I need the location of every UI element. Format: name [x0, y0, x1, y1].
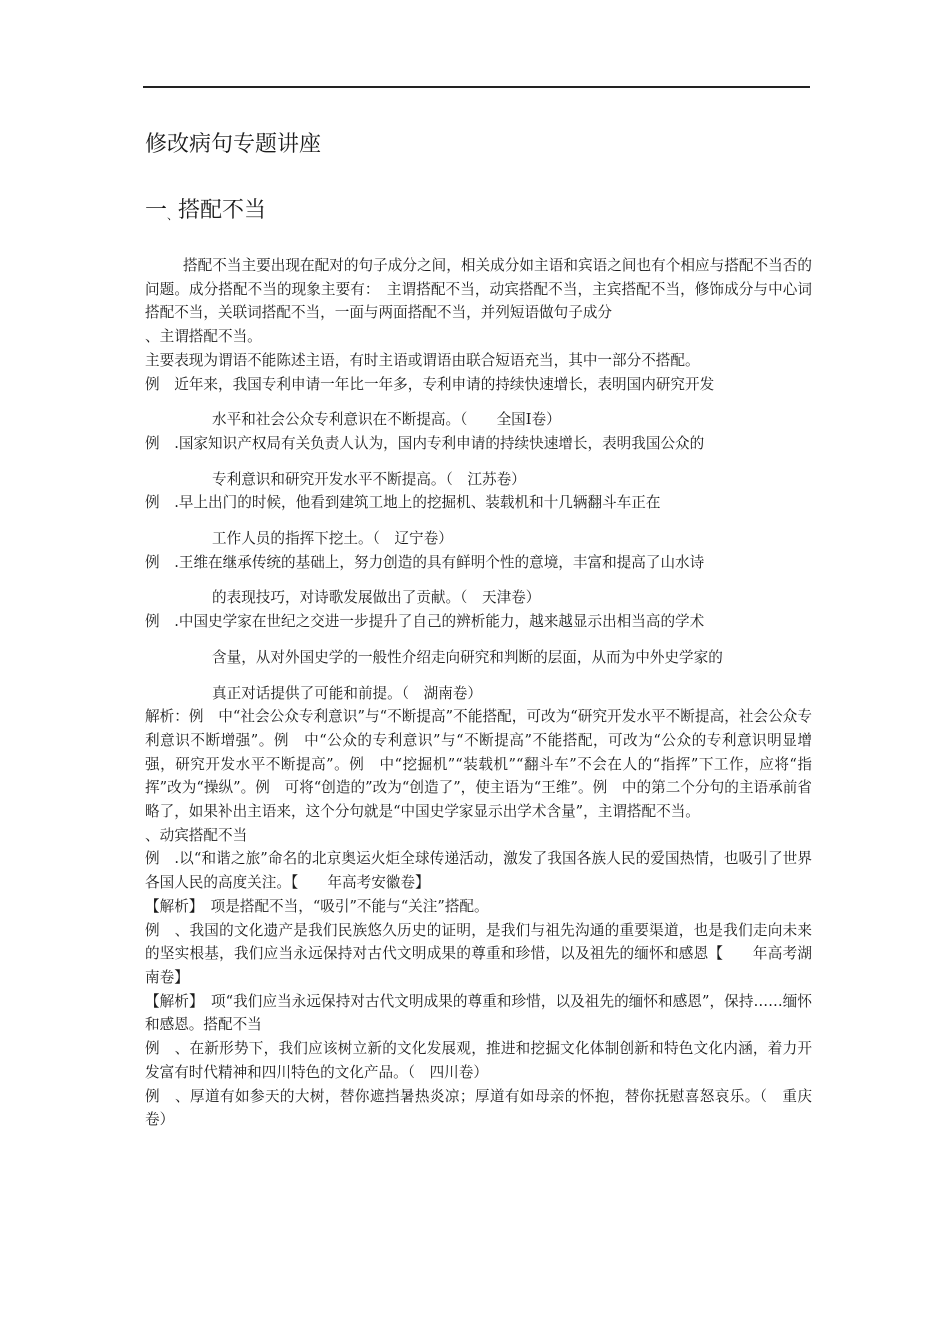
example-paragraph: 例 、厚道有如参天的大树，替你遮挡暑热炎凉；厚道有如母亲的怀抱，替你抚慰喜怒哀乐。（ 重庆卷）	[145, 1087, 812, 1129]
section-label: 搭配不当	[178, 198, 267, 223]
example-line: 例 .早上出门的时候，他看到建筑工地上的挖掘机、装载机和十几辆翻斗车正在	[145, 494, 661, 512]
header-rule	[143, 86, 810, 88]
example-item	[145, 491, 812, 550]
example-continuation: 专利意识和研究开发水平不断提高。（ 江苏卷）	[212, 470, 526, 488]
example-line: 例 近年来，我国专利申请一年比一年多，专利申请的持续快速增长，表明国内研究开发	[145, 375, 715, 393]
subheading-verb-object: 、动宾搭配不当	[145, 826, 248, 844]
example-continuation: 含量，从对外国史学的一般性介绍走向研究和判断的层面，从而为中外史学家的	[212, 648, 723, 666]
example-item	[145, 551, 812, 610]
example-line: 例 .国家知识产权局有关负责人认为，国内专利申请的持续快速增长，表明我国公众的	[145, 434, 705, 452]
example-continuation: 工作人员的指挥下挖土。（ 辽宁卷）	[212, 530, 453, 548]
analysis-paragraph: 【解析】 项“我们应当永远保持对古代文明成果的尊重和珍惜，以及祖先的缅怀和感恩”，保持……缅怀和感恩。搭配不当	[145, 992, 812, 1034]
section-mark: 、	[167, 209, 179, 222]
example-continuation: 水平和社会公众专利意识在不断提高。（ 全国Ⅰ卷）	[212, 411, 561, 429]
example-item	[145, 373, 812, 432]
example-line: 例 .中国史学家在世纪之交进一步提升了自己的辨析能力，越来越显示出相当高的学术	[145, 613, 705, 631]
document-title: 修改病句专题讲座	[145, 132, 322, 157]
subheading-subject-predicate: 、主谓搭配不当。	[145, 328, 262, 346]
example-line: 例 .王维在继承传统的基础上，努力创造的具有鲜明个性的意境，丰富和提高了山水诗	[145, 553, 705, 571]
section-number: 一	[145, 198, 168, 223]
example-continuation: 的表现技巧，对诗歌发展做出了贡献。（ 天津卷）	[212, 589, 541, 607]
subheading-description: 主要表现为谓语不能陈述主语，有时主语或谓语由联合短语充当，其中一部分不搭配。	[145, 351, 700, 369]
analysis-paragraph: 解析：例 中“社会公众专利意识”与“不断提高”不能搭配，可改为“研究开发水平不断提高，社会公众专利意识不断增强”。例 中“公众的专利意识”与“不断提高”不能搭配，可改为“公众的专利意识明显增强，研究开发水平不断提高”。例 中“挖掘机”“装载机”“翻斗车”不会在人的“指挥”下工作，应将“指挥”改为“操纵”。例 可将“创造的”改为“创造了”，使主语为“王维”。例 中的第二个分句的主语承前省略了，如果补出主语来，这个分句就是“中国史学家显示出学术含量”，主谓搭配不当。	[145, 708, 812, 821]
intro-paragraph: 搭配不当主要出现在配对的句子成分之间，相关成分如主语和宾语之间也有个相应与搭配不当否的问题。成分搭配不当的现象主要有： 主谓搭配不当，动宾搭配不当，主宾搭配不当，修饰成分与中心词搭配不当，关联词搭配不当，一面与两面搭配不当，并列短语做句子成分	[145, 257, 812, 322]
example-paragraph: 例 、在新形势下，我们应该树立新的文化发展观，推进和挖掘文化体制创新和特色文化内涵，着力开发富有时代精神和四川特色的文化产品。（ 四川卷）	[145, 1040, 812, 1081]
example-paragraph: 例 、我国的文化遗产是我们民族悠久历史的证明，是我们与祖先沟通的重要渠道，也是我们走向未来的坚实根基，我们应当永远保持对古代文明成果的尊重和珍惜，以及祖先的缅怀和感恩【 年高考湖南卷】	[145, 921, 812, 986]
analysis-paragraph: 【解析】 项是搭配不当，“吸引”不能与“关注”搭配。	[145, 897, 489, 915]
example-paragraph: 例 .以“和谐之旅”命名的北京奥运火炬全球传递活动，激发了我国各族人民的爱国热情，也吸引了世界各国人民的高度关注。【 年高考安徽卷】	[145, 850, 812, 892]
example-item	[145, 610, 812, 705]
section-heading	[145, 196, 266, 231]
example-continuation: 真正对话提供了可能和前提。（ 湖南卷）	[212, 684, 482, 702]
example-item	[145, 432, 812, 491]
document-body	[145, 254, 812, 1132]
